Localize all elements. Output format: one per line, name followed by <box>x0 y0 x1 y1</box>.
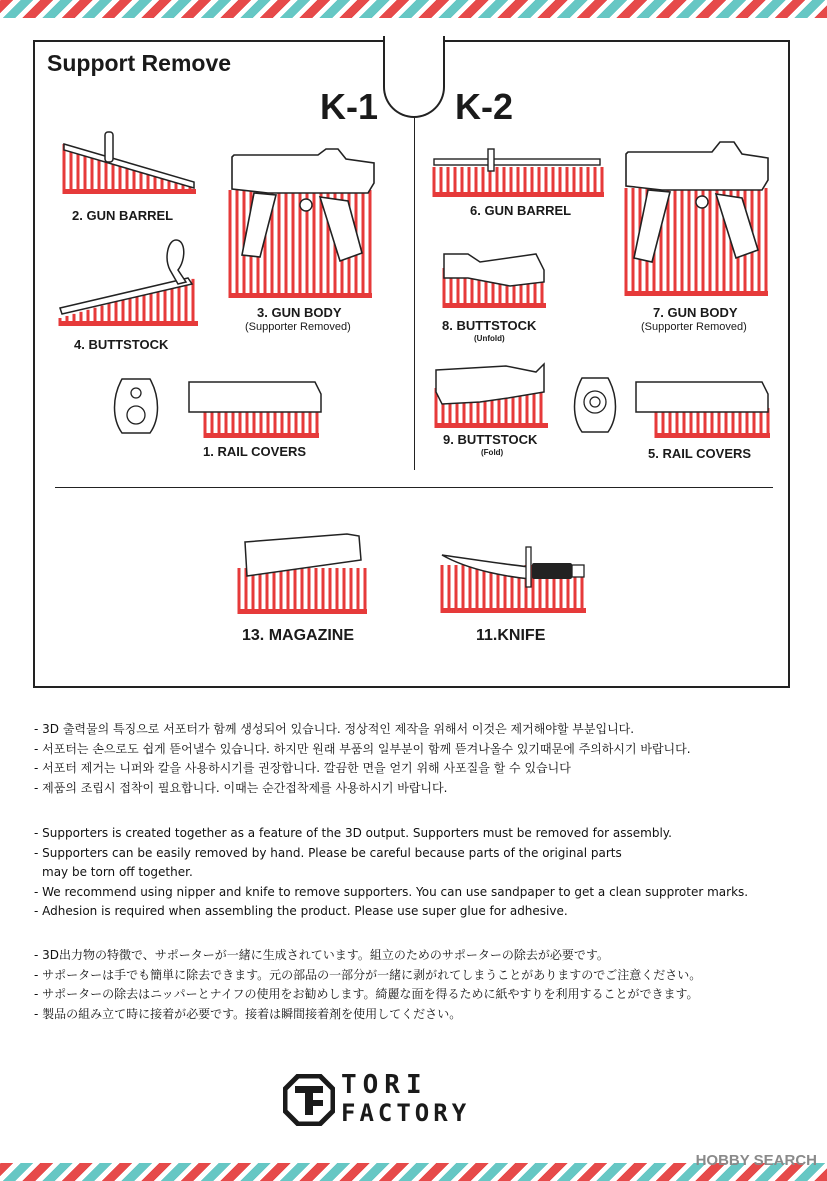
note-en-2b: may be torn off together. <box>42 865 193 879</box>
section-divider <box>55 487 773 488</box>
hobby-search-watermark: HOBBY SEARCH <box>695 1152 817 1169</box>
k2-buttstock-unfold-label: 8. BUTTSTOCK <box>442 318 537 333</box>
model-k1-title: K-1 <box>320 86 379 127</box>
model-k2-title: K-2 <box>455 86 514 127</box>
k1-gun-barrel-label: 2. GUN BARREL <box>72 208 174 223</box>
note-ja-2: - サポーターは手でも簡単に除去できます。元の部品の一部分が一緒に剥がれてしまうことがありますのでご注意ください。 <box>34 967 702 982</box>
k2-gun-body-illustration <box>622 140 772 300</box>
note-ko-2: - 서포터는 손으로도 쉽게 뜯어낼수 있습니다. 하지만 원래 부품의 일부분이 함께 뜯겨나올수 있기때문에 주의하시기 바랍니다. <box>34 741 691 756</box>
k2-rail-cover-illustration <box>632 378 772 440</box>
k2-buttstock-unfold-note: (Unfold) <box>474 334 505 343</box>
note-en-3: - We recommend using nipper and knife to remove supporters. You can use sandpaper to get a clean supproter marks. <box>34 884 749 899</box>
magazine-illustration <box>237 530 367 616</box>
logo-line-1: TORI <box>341 1070 428 1100</box>
note-en-1: - Supporters is created together as a feature of the 3D output. Supporters must be removed for assembly. <box>34 826 672 840</box>
notes-korean <box>34 720 804 798</box>
note-ko-3: - 서포터 제거는 니퍼와 칼을 사용하시기를 권장합니다. 깔끔한 면을 얻기 위해 사포질을 할 수 있습니다 <box>34 761 571 775</box>
tori-factory-logo <box>283 1072 523 1128</box>
k1-gun-body-label: 3. GUN BODY <box>257 305 342 320</box>
notes-english <box>34 824 804 922</box>
note-ja-1: - 3D出力物の特徴で、サポーターが一緒に生成されています。組立のためのサポーターの除去が必要です。 <box>34 948 609 962</box>
k1-buttstock-illustration <box>58 238 200 330</box>
note-ja-4: - 製品の組み立て時に接着が必要です。接着は瞬間接着剤を使用してください。 <box>34 1006 462 1021</box>
k1-rail-cover-illustration <box>185 378 325 440</box>
k2-gun-barrel-label: 6. GUN BARREL <box>470 203 572 218</box>
note-en-4: - Adhesion is required when assembling the product. Please use super glue for adhesive. <box>34 904 568 918</box>
k1-gun-barrel-illustration <box>60 130 200 200</box>
k2-rail-cover-front-illustration <box>572 374 618 436</box>
frame-notch <box>383 36 445 118</box>
model-divider <box>414 118 415 470</box>
knife-label: 11.KNIFE <box>476 627 546 644</box>
note-ja-3: - サポーターの除去はニッパーとナイフの使用をお勧めします。綺麗な面を得るために紙やすりを利用することができます。 <box>34 987 699 1001</box>
k1-rail-covers-label: 1. RAIL COVERS <box>203 444 307 459</box>
top-stripe-border <box>0 0 827 18</box>
tori-factory-emblem-icon <box>283 1074 335 1126</box>
k2-buttstock-fold-illustration <box>432 362 550 430</box>
k2-buttstock-fold-note: (Fold) <box>481 448 504 457</box>
note-en-2: - Supporters can be easily removed by hand. Please be careful because parts of the original parts <box>34 845 622 860</box>
k2-gun-body-note: (Supporter Removed) <box>641 321 747 333</box>
k2-rail-covers-label: 5. RAIL COVERS <box>648 446 752 461</box>
note-ko-4: - 제품의 조립시 접착이 필요합니다. 이때는 순간접착제를 사용하시기 바랍니다. <box>34 780 448 795</box>
k1-gun-body-note: (Supporter Removed) <box>245 321 351 333</box>
k2-gun-body-label: 7. GUN BODY <box>653 305 738 320</box>
k1-buttstock-label: 4. BUTTSTOCK <box>74 337 169 352</box>
k2-buttstock-fold-label: 9. BUTTSTOCK <box>443 432 538 447</box>
k2-gun-barrel-illustration <box>432 145 604 200</box>
note-ko-1: - 3D 출력물의 특징으로 서포터가 함께 생성되어 있습니다. 정상적인 제작을 위해서 이것은 제거해야할 부분입니다. <box>34 722 635 736</box>
k1-gun-body-illustration <box>228 145 378 300</box>
section-title: Support Remove <box>47 50 232 76</box>
notes-japanese <box>34 946 804 1024</box>
knife-illustration <box>440 545 590 615</box>
k1-rail-cover-front-illustration <box>110 375 162 437</box>
k2-buttstock-unfold-illustration <box>440 248 548 310</box>
logo-line-2: FACTORY <box>341 1099 471 1127</box>
magazine-label: 13. MAGAZINE <box>242 627 355 644</box>
